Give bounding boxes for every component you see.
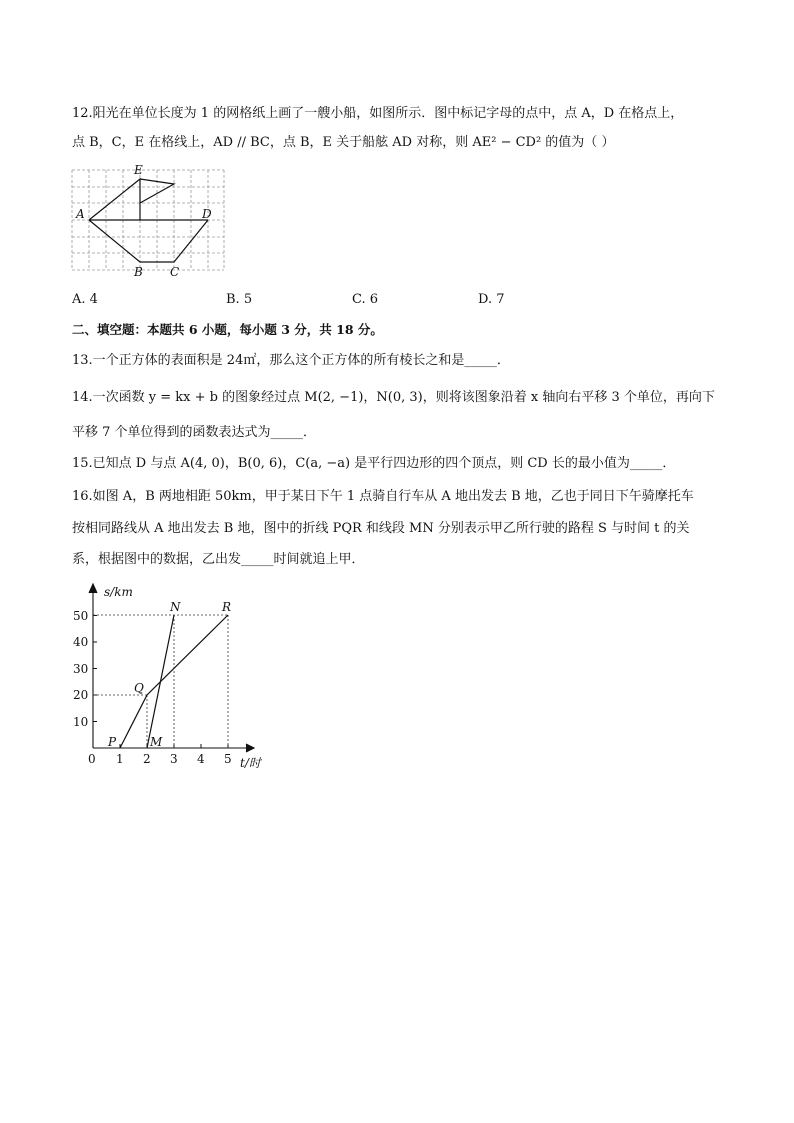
section-heading: 二、填空题：本题共 6 小题，每小题 3 分，共 18 分。: [72, 322, 383, 337]
y-tick-50: 50: [73, 609, 89, 623]
point-M: M: [150, 735, 163, 749]
point-N: N: [170, 600, 181, 614]
q14-line2: 平移 7 个单位得到的函数表达式为_____．: [72, 425, 317, 440]
x-tick-5: 5: [224, 752, 232, 766]
q12-line1: 12.阳光在单位长度为 1 的网格纸上画了一艘小船，如图所示．图中标记字母的点中，点 A，D 在格点上，: [72, 106, 684, 121]
q15-text: 15.已知点 D 与点 A(4, 0)，B(0, 6)，C(a, −a) 是平行四边形的四个顶点，则 CD 长的最小值为_____．: [72, 456, 676, 471]
distance-time-graph: [73, 580, 280, 775]
origin-label: 0: [88, 752, 96, 766]
q16-line3: 系，根据图中的数据，乙出发_____时间就追上甲．: [72, 552, 365, 567]
x-tick-1: 1: [116, 752, 124, 766]
label-C: C: [170, 265, 180, 279]
y-tick-40: 40: [73, 635, 89, 649]
q12-option-c: C. 6: [352, 292, 379, 307]
q12-option-b: B. 5: [226, 292, 253, 307]
boat-figure: [64, 160, 240, 280]
point-P: P: [108, 735, 117, 749]
x-axis-label: t/时: [240, 756, 261, 770]
y-axis-label: s/km: [104, 585, 133, 599]
q13-text: 13.一个正方体的表面积是 24㎡，那么这个正方体的所有棱长之和是_____．: [72, 353, 510, 368]
y-tick-20: 20: [73, 688, 89, 702]
label-E: E: [134, 163, 143, 177]
label-D: D: [202, 207, 212, 221]
q14-line1: 14.一次函数 y = kx + b 的图象经过点 M(2, −1)，N(0, 3)，则将该图象沿着 x 轴向右平移 3 个单位，再向下: [72, 390, 715, 405]
q12-option-a: A. 4: [72, 292, 98, 307]
label-A: A: [76, 207, 85, 221]
q16-line1: 16.如图 A，B 两地相距 50km，甲于某日下午 1 点骑自行车从 A 地出发去 B 地，乙也于同日下午骑摩托车: [72, 489, 694, 504]
q12-option-d: D. 7: [478, 292, 505, 307]
boat-shape: [89, 179, 208, 262]
x-tick-4: 4: [197, 752, 205, 766]
q12-line2: 点 B，C，E 在格线上，AD // BC，点 B，E 关于船舷 AD 对称，则 AE² − CD² 的值为（ ）: [72, 135, 615, 150]
line-MN: [147, 615, 174, 748]
point-R: R: [222, 600, 232, 614]
y-tick-10: 10: [73, 715, 89, 729]
q16-line2: 按相同路线从 A 地出发去 B 地，图中的折线 PQR 和线段 MN 分别表示甲乙所行驶的路程 S 与时间 t 的关: [72, 521, 690, 536]
point-Q: Q: [134, 681, 144, 695]
label-B: B: [134, 265, 143, 279]
y-tick-30: 30: [73, 662, 89, 676]
x-tick-2: 2: [143, 752, 151, 766]
x-tick-3: 3: [170, 752, 178, 766]
